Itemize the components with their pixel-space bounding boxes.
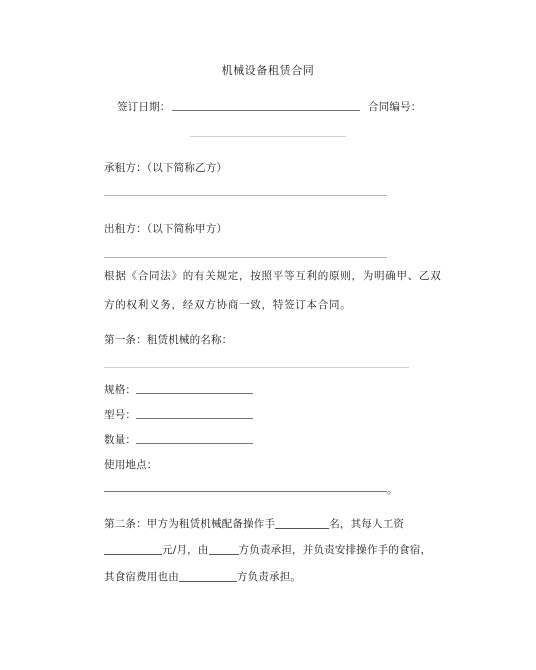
machine-name-blank[interactable] [104, 367, 409, 368]
quantity-blank[interactable] [136, 443, 253, 444]
article-2-line-1 [104, 516, 404, 531]
model-label: 型号： [104, 409, 137, 421]
lessee-label: 承租方：（以下简称乙方） [104, 162, 228, 174]
article-2-line-3 [104, 569, 301, 584]
location-end-mark: 。 [387, 484, 398, 496]
contract-number-blank[interactable] [190, 136, 346, 137]
lessor-label: 出租方：（以下简称甲方） [104, 223, 228, 235]
article-2-text-a: 第二条：甲方为租赁机械配备操作手 [104, 518, 276, 530]
document-title: 机械设备租赁合同 [221, 64, 315, 77]
article-2-text-c: 元/月，由 [162, 544, 209, 556]
preamble-line-1: 根据《合同法》的有关规定，按照平等互利的原则，为明确甲、乙双 [104, 270, 442, 282]
location-label: 使用地点： [104, 459, 158, 471]
wage-payer-blank[interactable] [209, 543, 239, 555]
article-1-heading: 第一条：租赁机械的名称： [104, 334, 233, 346]
article-2-text-d: 方负责承担，并负责安排操作手的食宿， [238, 544, 432, 556]
model-blank[interactable] [136, 418, 253, 419]
lessor-name-blank[interactable] [104, 257, 387, 258]
sign-date-label: 签订日期： [117, 101, 171, 113]
spec-blank[interactable] [136, 393, 253, 394]
lodging-payer-blank[interactable] [179, 570, 237, 582]
article-2-text-e: 其食宿费用也由 [104, 571, 179, 583]
contract-number-label: 合同编号： [368, 101, 422, 113]
preamble-line-2: 方的权利义务，经双方协商一致，特签订本合同。 [104, 299, 352, 311]
operator-count-blank[interactable] [275, 517, 329, 529]
article-2-line-2 [104, 542, 431, 557]
quantity-label: 数量： [104, 434, 137, 446]
location-blank[interactable] [104, 491, 387, 492]
sign-date-blank[interactable] [172, 110, 360, 111]
article-2-text-f: 方负责承担。 [236, 571, 302, 583]
lessee-name-blank[interactable] [104, 195, 387, 196]
article-2-text-b: 名，其每人工资 [329, 518, 405, 530]
spec-label: 规格： [104, 384, 137, 396]
wage-amount-blank[interactable] [104, 543, 162, 555]
